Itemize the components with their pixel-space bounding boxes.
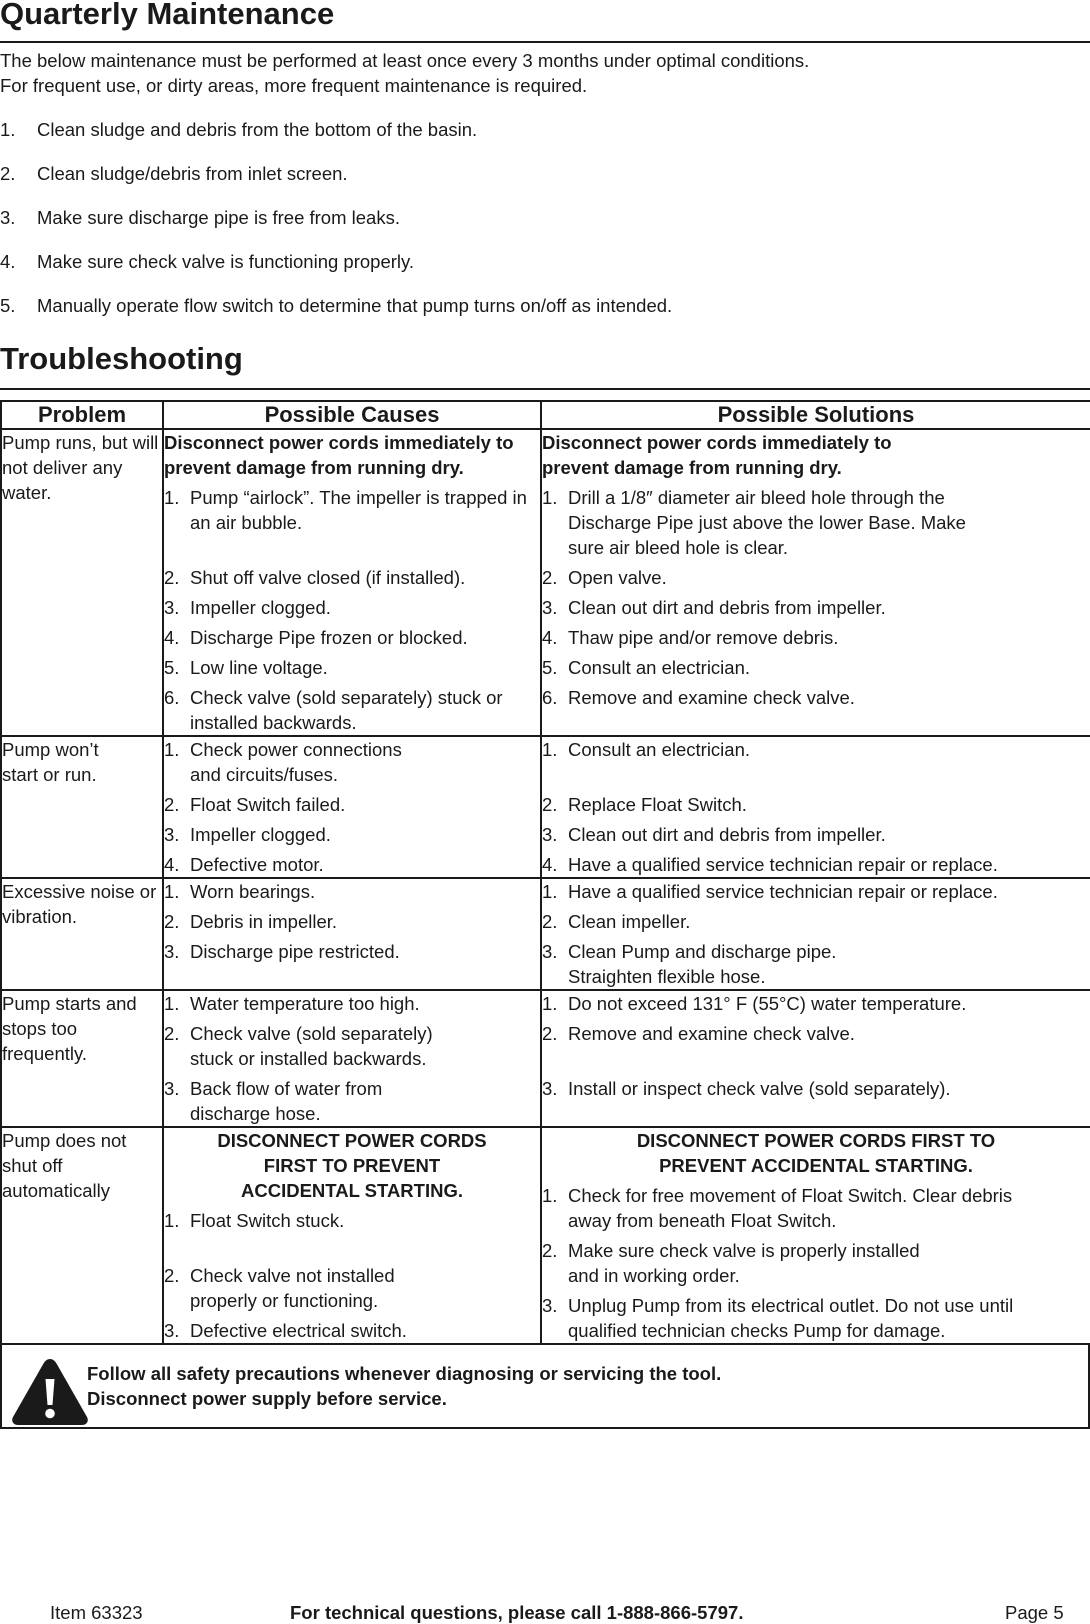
list-item: 1. Drill a 1/8″ diameter air bleed hole through the Discharge Pipe just above the lower Base. Make sure air bleed hole is clear. [542, 487, 966, 558]
list-item: 1. Consult an electrician. [542, 739, 751, 760]
solutions-cell [541, 990, 1090, 1127]
footer-item-number: Item 63323 [50, 1602, 143, 1623]
list-item: 1. Water temperature too high. [164, 993, 420, 1014]
list-item: 3. Defective electrical switch. [164, 1320, 407, 1341]
title-rule [0, 41, 1090, 43]
table-row [1, 878, 1090, 990]
warning-text: DISCONNECT POWER CORDS FIRST TO PREVENT ACCIDENTAL STARTING. [217, 1130, 487, 1201]
list-item: 6. Remove and examine check valve. [542, 687, 855, 708]
causes-cell [163, 429, 541, 736]
header-solutions: Possible Solutions [541, 401, 1090, 429]
list-item: 1. Check power connections and circuits/fuses. [164, 739, 402, 785]
warning-text: DISCONNECT POWER CORDS FIRST TO PREVENT ACCIDENTAL STARTING. [636, 1130, 996, 1176]
table-row [1, 990, 1090, 1127]
title-rule [0, 388, 1090, 390]
list-item: 3. Impeller clogged. [164, 824, 331, 845]
solutions-cell [541, 429, 1090, 736]
list-item: 1. Worn bearings. [164, 881, 316, 902]
list-item: 3. Discharge pipe restricted. [164, 941, 400, 962]
list-item: 2. Clean impeller. [542, 911, 691, 932]
table-row [1, 429, 1090, 736]
list-item: 6. Check valve (sold separately) stuck or installed backwards. [164, 687, 503, 733]
list-item: 2. Float Switch failed. [164, 794, 346, 815]
list-item: 2. Open valve. [542, 567, 667, 588]
list-item: 3. Impeller clogged. [164, 597, 331, 618]
list-item: 3. Install or inspect check valve (sold separately). [542, 1078, 951, 1099]
list-item: 1. Have a qualified service technician repair or replace. [542, 881, 998, 902]
footer-contact: For technical questions, please call 1-888-866-5797. [290, 1602, 744, 1623]
causes-cell [163, 1127, 541, 1344]
solutions-cell [541, 1127, 1090, 1344]
list-item: 1. Pump “airlock”. The impeller is trapped in an air bubble. [164, 487, 527, 533]
list-item: 4. Have a qualified service technician repair or replace. [542, 854, 998, 875]
safety-message [87, 1361, 721, 1411]
problem-cell: Pump runs, but will not deliver any water. [1, 429, 163, 736]
list-item: 2. Debris in impeller. [164, 911, 338, 932]
list-item: 2. Check valve not installed properly or functioning. [164, 1265, 395, 1311]
warning-text: Disconnect power cords immediately to prevent damage from running dry. [542, 432, 892, 478]
footer-page-number: Page 5 [1005, 1602, 1064, 1623]
causes-cell [163, 736, 541, 878]
list-item: 1. Do not exceed 131° F (55°C) water temperature. [542, 993, 967, 1014]
problem-cell: Pump starts and stops too frequently. [1, 990, 163, 1127]
table-row [1, 1127, 1090, 1344]
safety-line1: Follow all safety precautions whenever diagnosing or servicing the tool. [87, 1363, 722, 1384]
problem-cell: Pump won’t start or run. [1, 736, 163, 878]
list-item: 3. Clean out dirt and debris from impeller. [542, 824, 886, 845]
maintenance-intro-line2: For frequent use, or dirty areas, more frequent maintenance is required. [0, 75, 588, 96]
list-item: 3. Unplug Pump from its electrical outlet. Do not use until qualified technician checks Pump for damage. [542, 1295, 1014, 1341]
list-item: 4. Defective motor. [164, 854, 324, 875]
warning-triangle-icon [10, 1357, 90, 1427]
header-problem: Problem [1, 401, 163, 429]
list-item: 5. Consult an electrician. [542, 657, 751, 678]
problem-cell: Excessive noise or vibration. [1, 878, 163, 990]
list-item: 4. Thaw pipe and/or remove debris. [542, 627, 839, 648]
list-item: 1. Check for free movement of Float Switch. Clear debris away from beneath Float Switch. [542, 1185, 1013, 1231]
safety-line2: Disconnect power supply before service. [87, 1388, 447, 1409]
section-title-maintenance: Quarterly Maintenance [0, 0, 335, 31]
section-title-troubleshooting: Troubleshooting [0, 341, 243, 376]
solutions-cell [541, 736, 1090, 878]
list-item: 3. Back flow of water from discharge hose. [164, 1078, 383, 1124]
maintenance-intro-line1: The below maintenance must be performed at least once every 3 months under optimal conditions. [0, 50, 810, 71]
list-item: 2. Replace Float Switch. [542, 794, 747, 815]
causes-cell [163, 990, 541, 1127]
table-header-row [1, 401, 1090, 429]
list-item: 1. Float Switch stuck. [164, 1210, 345, 1231]
troubleshooting-table [0, 400, 1090, 1345]
list-item: 3. Clean Pump and discharge pipe. Straighten flexible hose. [542, 941, 837, 987]
list-item: 2. Check valve (sold separately) stuck or installed backwards. [164, 1023, 433, 1069]
list-item: 2. Remove and examine check valve. [542, 1023, 855, 1044]
safety-notice [0, 1345, 1090, 1429]
list-item: 5. Low line voltage. [164, 657, 328, 678]
solutions-cell [541, 878, 1090, 990]
header-causes: Possible Causes [163, 401, 541, 429]
causes-cell [163, 878, 541, 990]
list-item: 2. Make sure check valve is properly installed and in working order. [542, 1240, 920, 1286]
list-item: 3. Clean out dirt and debris from impeller. [542, 597, 886, 618]
problem-cell: Pump does not shut off automatically [1, 1127, 163, 1344]
table-row [1, 736, 1090, 878]
list-item: 2. Shut off valve closed (if installed). [164, 567, 466, 588]
list-item: 4. Discharge Pipe frozen or blocked. [164, 627, 468, 648]
warning-text: Disconnect power cords immediately to prevent damage from running dry. [164, 432, 514, 478]
